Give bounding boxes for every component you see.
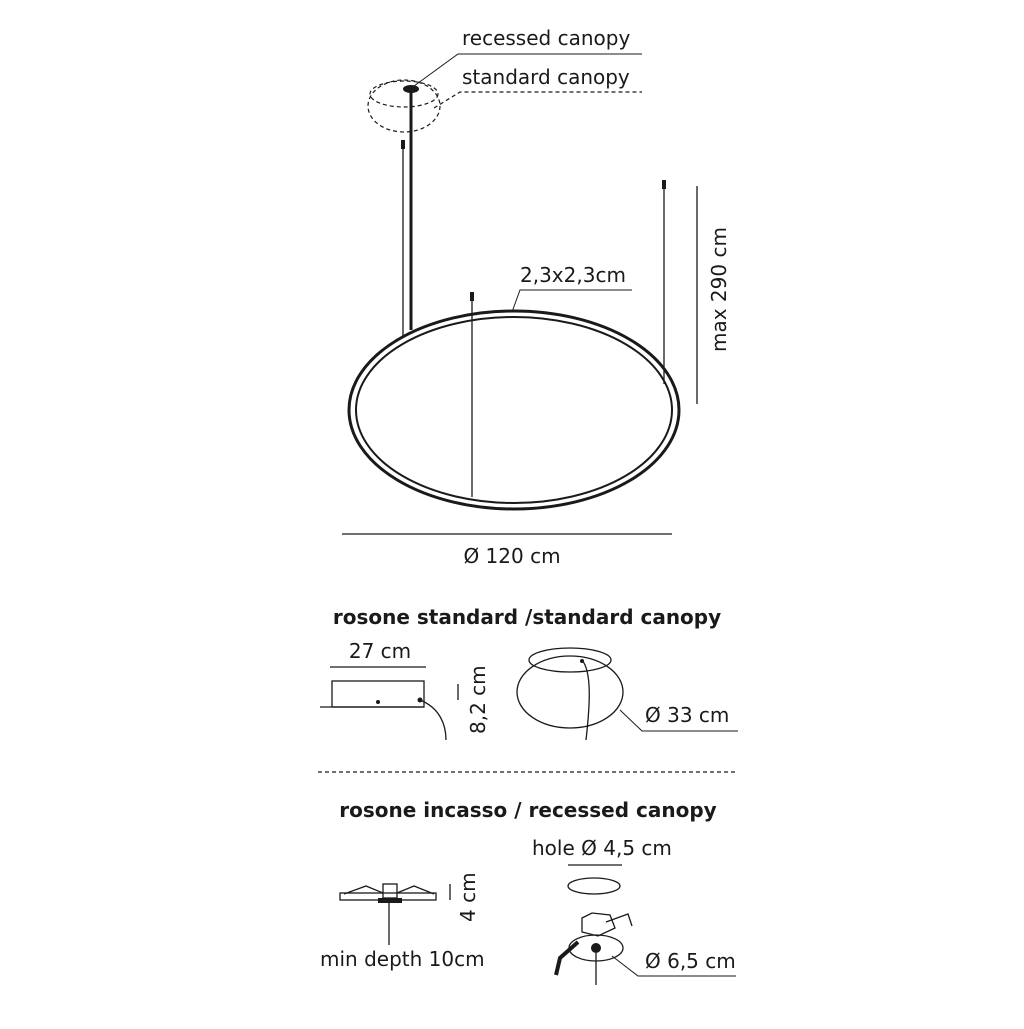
recessed-canopy-title: rosone incasso / recessed canopy — [339, 798, 717, 822]
standard-canopy-title: rosone standard /standard canopy — [332, 605, 722, 629]
cable-gripper-center — [470, 292, 474, 301]
recessed-canopy-detail — [320, 798, 736, 985]
canopy-perspective-top — [529, 648, 611, 672]
ring-inner — [356, 317, 672, 503]
standard-canopy-leader — [434, 92, 642, 108]
clip-left — [556, 942, 578, 975]
profile-label: 2,3x2,3cm — [520, 263, 626, 287]
profile-leader — [512, 290, 632, 312]
recessed-diameter-label: Ø 6,5 cm — [645, 949, 736, 973]
height-label: max 290 cm — [707, 227, 731, 352]
canopy-screw — [376, 700, 380, 704]
width-label: 27 cm — [348, 639, 412, 663]
main-lamp-view — [342, 26, 731, 568]
diameter-label: Ø 120 cm — [463, 544, 561, 568]
min-depth-label: min depth 10cm — [320, 947, 485, 971]
canopy-height-label: 8,2 cm — [466, 665, 490, 734]
recessed-housing — [582, 913, 615, 936]
cable-gripper-right — [662, 180, 666, 189]
canopy-diameter-label: Ø 33 cm — [645, 703, 730, 727]
depth-label: 4 cm — [456, 872, 480, 922]
perspective-cable-point — [580, 659, 584, 663]
recessed-center — [591, 943, 601, 953]
recessed-bottom — [378, 898, 402, 903]
hole-outline — [568, 878, 620, 894]
recessed-body — [383, 884, 397, 898]
ring-outer — [349, 311, 679, 509]
standard-canopy-detail — [320, 605, 738, 740]
standard-canopy-top — [370, 81, 438, 107]
standard-canopy-label: standard canopy — [462, 65, 630, 89]
hole-label: hole Ø 4,5 cm — [532, 836, 672, 860]
recessed-canopy-label: recessed canopy — [462, 26, 631, 50]
cable-gripper-left — [401, 140, 405, 149]
recessed-canopy-disc — [403, 85, 419, 93]
canopy-perspective-body — [517, 656, 623, 728]
